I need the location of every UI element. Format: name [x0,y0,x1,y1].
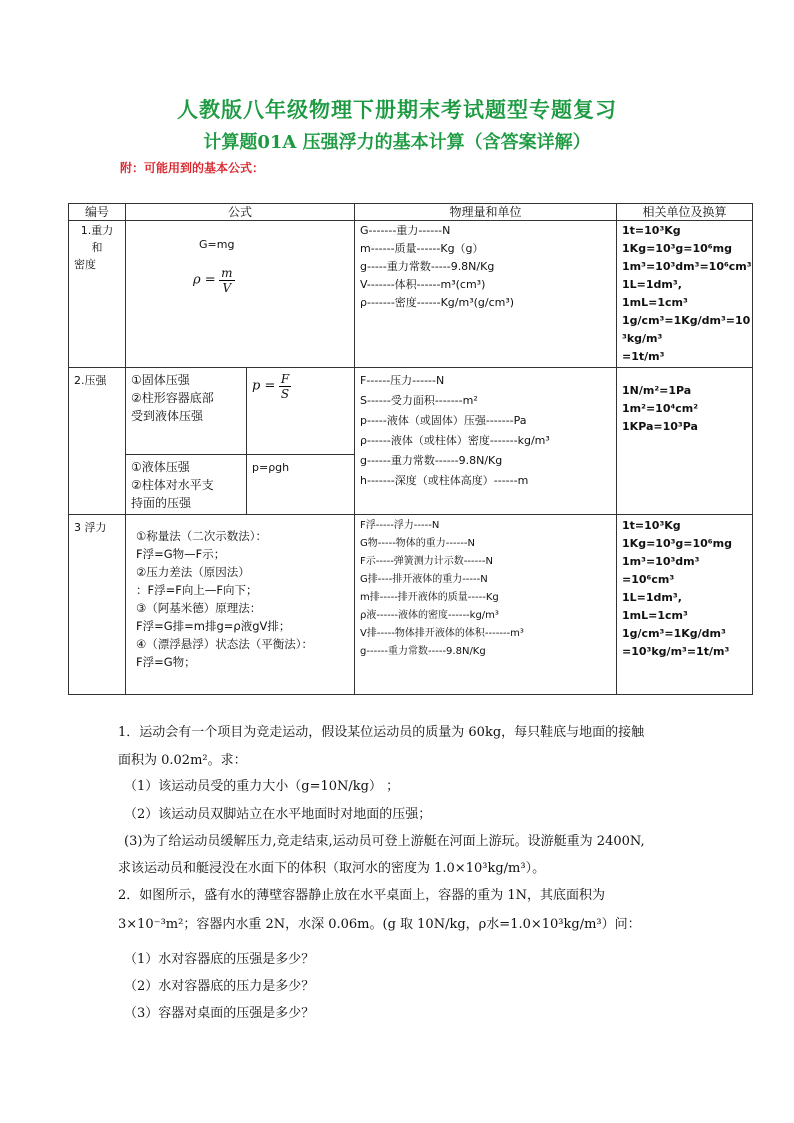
pressure-fraction [279,372,291,401]
quantity-line: ρ液------液体的密度------kg/m³ [360,610,499,621]
quantity-line: g------重力常数------9.8N/Kg [360,454,503,467]
quantity-line: G排----排开液体的重力-----N [360,574,488,585]
formula-cell-gravity [126,221,355,368]
table-row [69,221,753,368]
pressure-lhs: p = [252,378,276,394]
question-1-line-1: 1．运动会有一个项目为竞走运动，假设某位运动员的质量为 60kg，每只鞋底与地面的接触 [118,725,645,740]
formula-note: 附：可能用到的基本公式： [120,161,265,175]
unit-line: =10³kg/m³=1t/m³ [622,645,730,658]
quantity-line: F浮-----浮力-----N [360,520,440,531]
unit-line: 1N/m²=1Pa [622,384,692,397]
units-cell-pressure [617,368,753,515]
method-line: ①固体压强 [131,373,190,387]
quantity-line: m------质量------Kg（g） [360,242,484,255]
table-header-row [69,204,753,221]
unit-line: 1KPa=10³Pa [622,420,698,433]
unit-line: ³kg/m³ [622,332,663,345]
question-2-part-b: （2）水对容器底的压力是多少？ [124,979,315,994]
method-line: 受到液体压强 [131,409,204,423]
question-2-part-c: （3）容器对桌面的压强是多少？ [124,1006,315,1021]
row-label-gravity-density [69,221,126,368]
formula-density [193,266,349,295]
quantity-line: m排-----排开液体的质量-----Kg [360,592,499,603]
units-cell-gravity [617,221,753,368]
fraction-denominator: S [280,387,290,401]
unit-line: 1m³=10³dm³ [622,555,700,568]
unit-line: 1m³=10³dm³=10⁶cm³ [622,260,752,273]
unit-line: 1g/cm³=1Kg/dm³ [622,627,726,640]
fraction-numerator: F [280,372,290,386]
method-line: ：F浮=F向上—F向下； [136,583,258,597]
header-number: 编号 [69,204,126,221]
header-units: 相关单位及换算 [617,204,753,221]
unit-line: 1g/cm³=1Kg/dm³=10 [622,314,751,327]
unit-line: 1m²=10⁴cm² [622,402,699,415]
fraction-numerator: m [221,266,233,280]
quantity-line: V-------体积------m³(cm³) [360,278,486,291]
document-title: 人教版八年级物理下册期末考试题型专题复习 [177,97,617,122]
label-line: 密度 [74,258,96,271]
question-1-part-c: (3)为了给运动员缓解压力,竞走结束,运动员可登上游艇在河面上游玩。设游艇重为 2400N, [124,834,645,849]
question-1-part-d: 求该运动员和艇浸没在水面下的体积（取河水的密度为 1.0×10³kg/m³）。 [118,861,546,876]
quantity-line: F示-----弹簧测力计示数------N [360,556,493,567]
label-line: 1.重力 [80,224,114,237]
method-line: ②柱体对水平支 [131,478,214,492]
method-line: ②压力差法（原因法） [136,565,250,579]
method-line: ①称量法（二次示数法）： [136,529,268,543]
question-1-part-a: （1）该运动员受的重力大小（g=10N/kg） ； [124,779,400,794]
quantities-cell-gravity [355,221,617,368]
quantity-line: F------压力------N [360,374,445,387]
formula-pressure [247,368,355,455]
formula-liquid-pressure: p=ρgh [247,455,355,515]
method-line: ④（漂浮悬浮）状态法（平衡法）： [136,637,314,651]
unit-line: =10⁶cm³ [622,573,675,586]
table-row [69,515,753,695]
method-line: F浮=G物—F示； [136,547,226,561]
document-subtitle: 计算题01A 压强浮力的基本计算（含答案详解） [203,132,591,153]
row-label-pressure: 2.压强 [69,368,126,515]
buoyancy-methods [126,515,355,695]
pressure-method-solid [126,368,247,455]
quantity-line: ρ------液体（或柱体）密度-------kg/m³ [360,434,550,447]
unit-line: 1Kg=10³g=10⁶mg [622,537,732,550]
pressure-method-liquid [126,455,247,515]
method-line: ③（阿基米德）原理法： [136,601,262,615]
unit-line: =1t/m³ [622,350,665,363]
method-line: 持面的压强 [131,496,192,510]
unit-line: 1t=10³Kg [622,224,681,237]
formula-table [68,203,753,695]
density-fraction [219,266,234,295]
table-row [69,368,753,455]
density-lhs: ρ = [193,272,216,288]
method-line: ②柱形容器底部 [131,391,214,405]
question-2-line-2: 3×10⁻³m²；容器内水重 2N，水深 0.06m。(g 取 10N/kg，ρ水=1.0×10³kg/m³）问： [118,917,641,932]
method-line: F浮=G物； [136,655,196,669]
units-cell-buoyancy [617,515,753,695]
quantity-line: G-------重力------N [360,224,451,237]
label-line: 和 [91,241,103,254]
unit-line: 1t=10³Kg [622,519,681,532]
unit-line: 1mL=1cm³ [622,296,688,309]
question-1-part-b: （2）该运动员双脚站立在水平地面时对地面的压强； [124,807,432,822]
quantity-line: p-----液体（或固体）压强-------Pa [360,414,527,427]
unit-line: 1mL=1cm³ [622,609,688,622]
header-quantities: 物理量和单位 [355,204,617,221]
method-line: ①液体压强 [131,460,190,474]
fraction-denominator: V [222,281,232,295]
question-2-part-a: （1）水对容器底的压强是多少？ [124,952,315,967]
unit-line: 1L=1dm³, [622,591,682,604]
quantity-line: V排-----物体排开液体的体积-------m³ [360,628,524,639]
unit-line: 1Kg=10³g=10⁶mg [622,242,732,255]
quantity-line: g------重力常数-----9.8N/Kg [360,646,486,657]
quantity-line: h-------深度（或柱体高度）------m [360,474,529,487]
quantities-cell-pressure [355,368,617,515]
header-formula: 公式 [126,204,355,221]
unit-line: 1L=1dm³, [622,278,682,291]
row-label-buoyancy: 3 浮力 [69,515,126,695]
method-line: F浮=G排=m排g=ρ液gV排； [136,619,291,633]
quantity-line: g-----重力常数-----9.8N/Kg [360,260,495,273]
question-2-line-1: 2．如图所示，盛有水的薄壁容器静止放在水平桌面上，容器的重为 1N，其底面积为 [118,888,606,903]
quantity-line: ρ-------密度------Kg/m³(g/cm³) [360,296,515,309]
quantity-line: G物-----物体的重力------N [360,538,475,549]
formula-gravity: G=mg [199,238,235,251]
quantity-line: S------受力面积-------m² [360,394,478,407]
question-1-line-2: 面积为 0.02m²。求： [118,753,247,768]
quantities-cell-buoyancy [355,515,617,695]
